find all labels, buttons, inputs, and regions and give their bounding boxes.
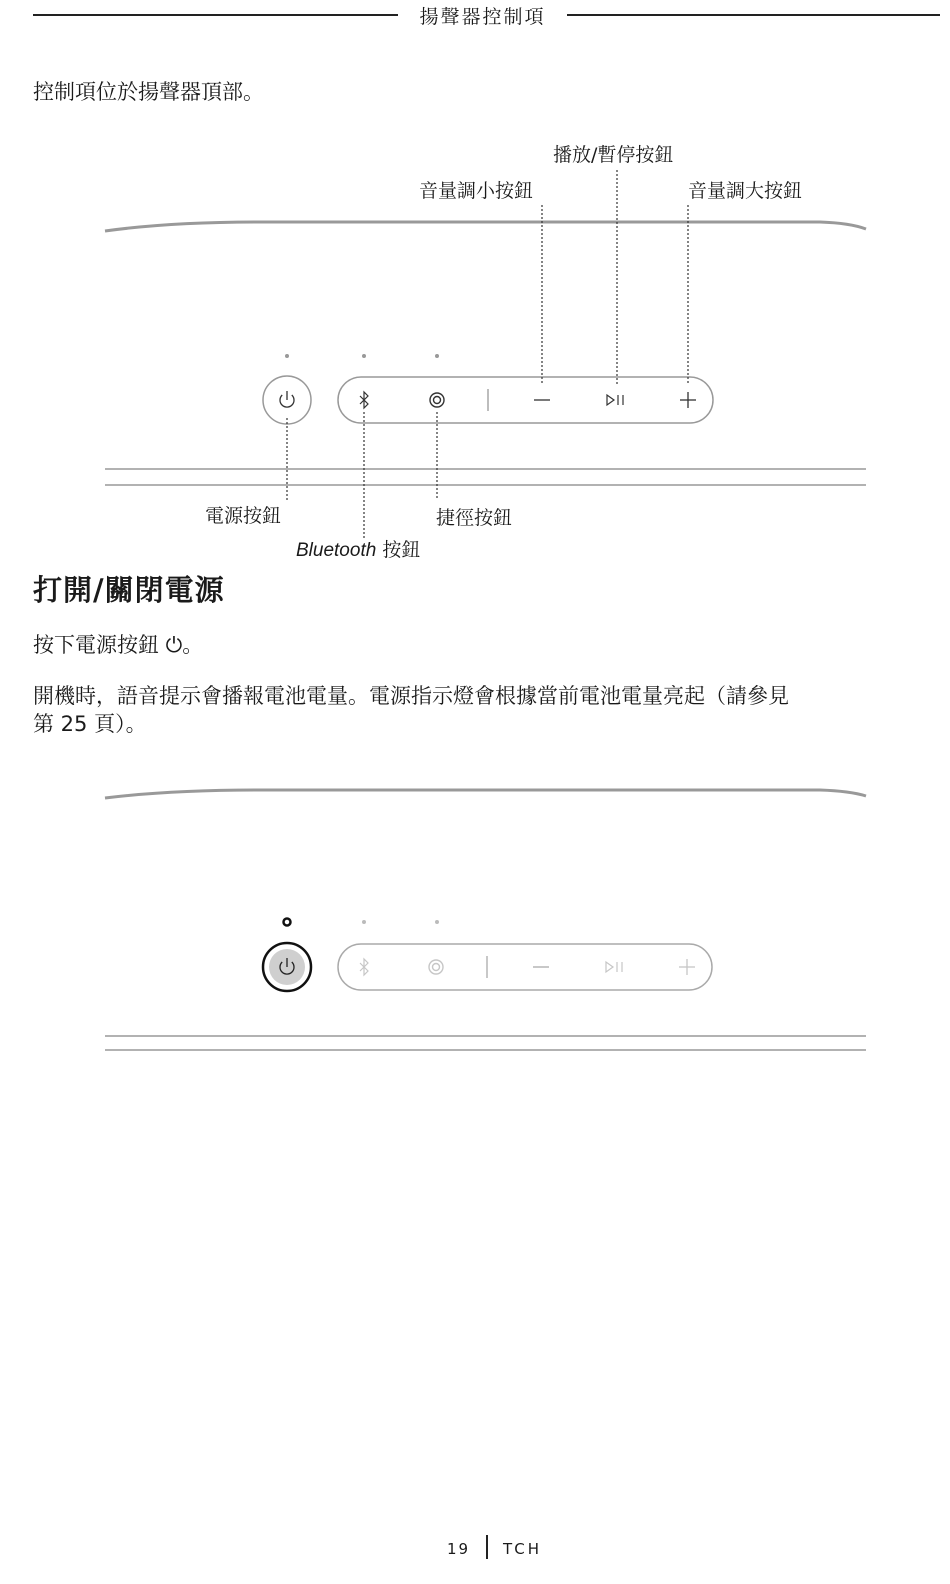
label-bluetooth — [296, 535, 420, 562]
language-code: TCH — [503, 1540, 543, 1558]
page-number: 19 — [447, 1540, 471, 1558]
speaker-top-edge — [105, 222, 866, 231]
power-section-heading: 打開/關閉電源 — [33, 573, 225, 607]
label-play-pause: 播放/暫停按鈕 — [553, 144, 674, 166]
shortcut-led — [435, 354, 439, 358]
label-volume-up: 音量調大按鈕 — [688, 180, 803, 202]
power-on-diagram — [0, 770, 950, 1070]
control-bar — [338, 944, 712, 990]
bluetooth-label-rest: 按鈕 — [376, 539, 421, 561]
label-shortcut: 捷徑按鈕 — [436, 507, 513, 529]
shortcut-led — [435, 920, 439, 924]
controls-diagram — [0, 0, 950, 560]
bluetooth-led — [362, 354, 366, 358]
power-description-line2: 第 25 頁）。 — [33, 712, 147, 736]
label-volume-down: 音量調小按鈕 — [419, 180, 534, 202]
speaker-top-edge — [105, 790, 866, 798]
footer-divider — [486, 1535, 488, 1559]
power-description-line1: 開機時，語音提示會播報電池電量。電源指示燈會根據當前電池電量亮起（請參見 — [33, 684, 789, 708]
power-button-pressed — [263, 943, 311, 991]
power-led-active — [284, 919, 291, 926]
control-bar — [338, 377, 713, 423]
power-button — [263, 376, 311, 424]
power-instruction: 按下電源按鈕 ⏻。 — [33, 633, 204, 657]
bluetooth-italic-text: Bluetooth — [296, 540, 377, 561]
section-title: 揚聲器控制項 — [419, 6, 546, 28]
intro-text: 控制項位於揚聲器頂部。 — [33, 80, 264, 104]
label-power: 電源按鈕 — [205, 505, 282, 527]
bluetooth-led — [362, 920, 366, 924]
power-led — [285, 354, 289, 358]
